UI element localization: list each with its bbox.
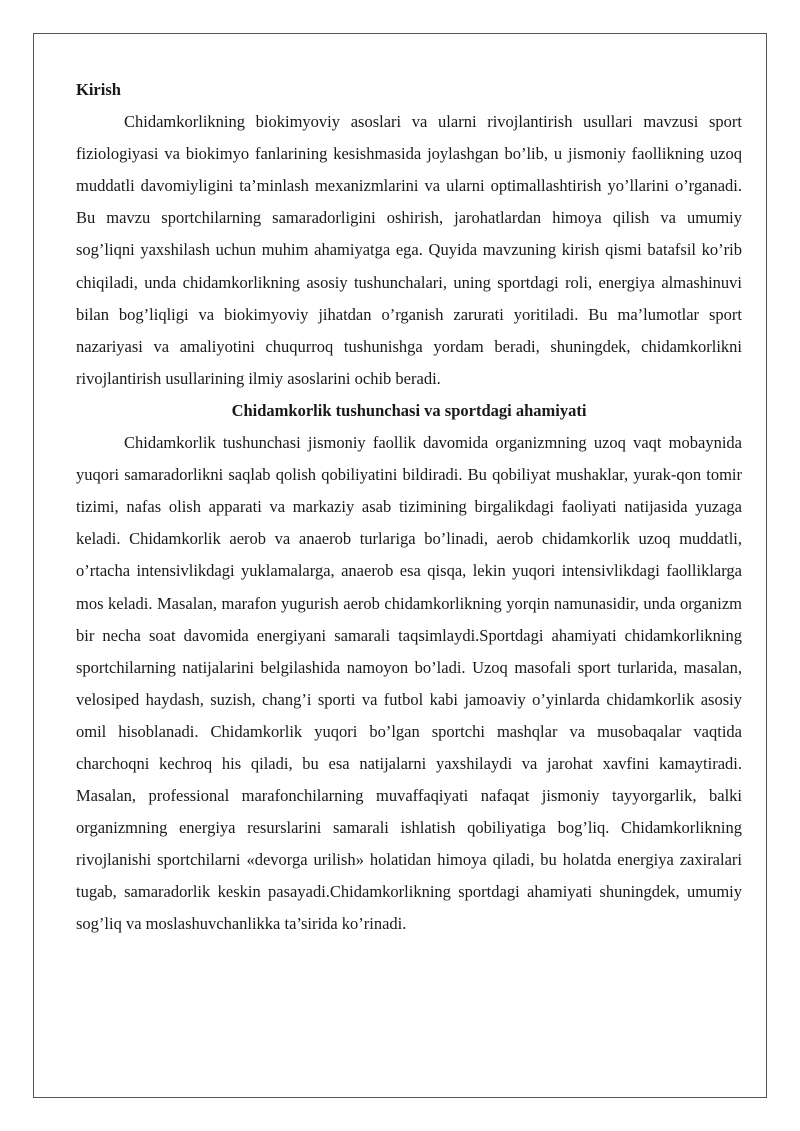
section-heading: Chidamkorlik tushunchasi va sportdagi ahamiyati [231, 400, 587, 420]
section-paragraph: Chidamkorlik tushunchasi jismoniy faollik davomida organizmning uzoq vaqt mobaynida yuqori samaradorlikni saqlab qolish qobiliyatini bildiradi. Bu qobiliyat mushaklar, yurak-qon tomir tizimi, nafas olish apparati va markaziy asab tizimining birgalikdagi faoliyati natijasida yuzaga keladi. Chidamkorlik aerob va anaerob turlariga bo’linadi, aerob chidamkorlik uzoq muddatli, o’rtacha intensivlikdagi yuklamalarga, anaerob esa qisqa, lekin yuqori intensivlikdagi faolliklarga mos keladi. Masalan, marafon yugurish aerob chidamkorlikning yorqin namunasidir, unda organizm bir necha soat davomida energiyani samarali taqsimlaydi.Sportdagi ahamiyati chidamkorlikning sportchilarning natijalarini belgilashida namoyon bo’ladi. Uzoq masofali sport turlarida, masalan, velosiped haydash, suzish, chang’i sporti va futbol kabi jamoaviy o’yinlarda chidamkorlik asosiy omil hisoblanadi. Chidamkorlik yuqori bo’lgan sportchi mashqlar va musobaqalar vaqtida charchoqni kechroq his qiladi, bu esa natijalarni yaxshilaydi va jarohat xavfini kamaytiradi. Masalan, professional marafonchilarning muvaffaqiyati nafaqat jismoniy tayyorgarlik, balki organizmning energiya resurslarini samarali ishlatish qobiliyatiga bog’liq. Chidamkorlikning rivojlanishi sportchilarni «devorga urilish» holatidan himoya qiladi, bu holatda energiya zaxiralari tugab, samaradorlik keskin pasayadi.Chidamkorlikning sportdagi ahamiyati shuningdek, umumiy sog’liq va moslashuvchanlikka ta’sirida ko’rinadi. [76, 433, 742, 934]
document-body [76, 74, 742, 941]
intro-heading: Kirish [76, 80, 121, 99]
intro-paragraph: Chidamkorlikning biokimyoviy asoslari va ularni rivojlantirish usullari mavzusi sport fiziologiyasi va biokimyo fanlarining kesishmasida joylashgan bo’lib, u jismoniy faollikning uzoq muddatli davomiyligini ta’minlash mexanizmlarini va ularni optimallashtirish yo’llarini o’rganadi. Bu mavzu sportchilarning samaradorligini oshirish, jarohatlardan himoya qilish va umumiy sog’liqni yaxshilash uchun muhim ahamiyatga ega. Quyida mavzuning kirish qismi batafsil ko’rib chiqiladi, unda chidamkorlikning asosiy tushunchalari, uning sportdagi roli, energiya almashinuvi bilan bog’liqligi va biokimyoviy jihatdan o’rganish zarurati yoritiladi. Bu ma’lumotlar sport nazariyasi va amaliyotini chuqurroq tushunishga yordam beradi, shuningdek, chidamkorlikni rivojlantirish usullarining ilmiy asoslarini ochib beradi. [76, 112, 742, 388]
